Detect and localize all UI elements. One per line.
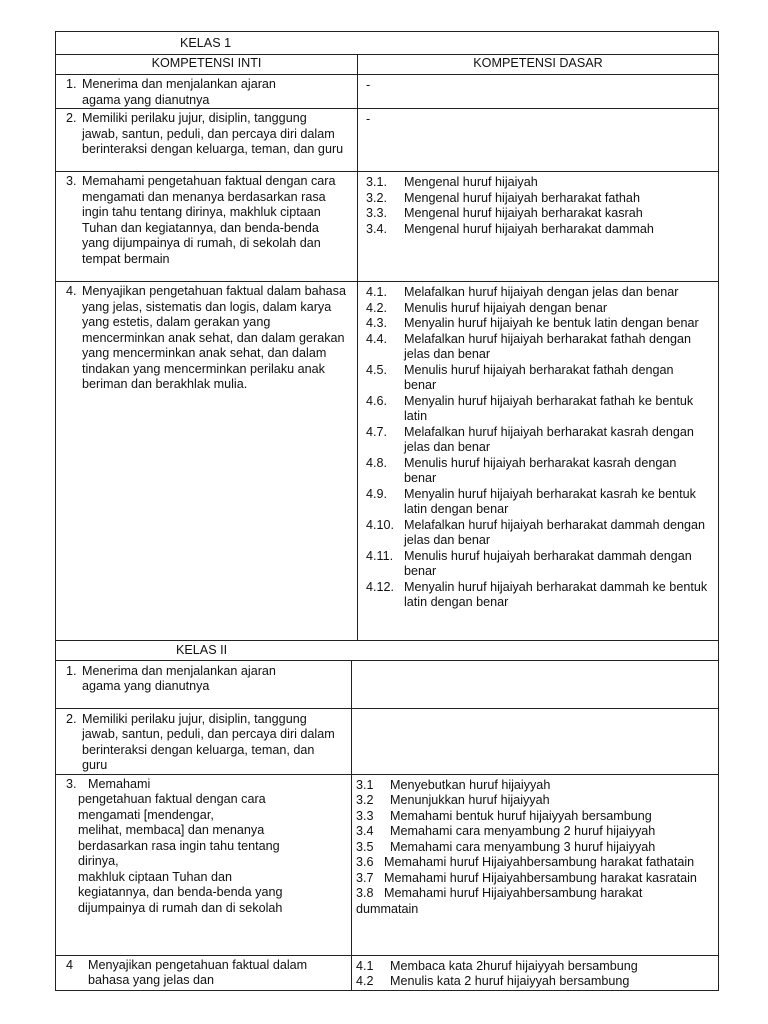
kd-dash: - xyxy=(366,112,371,126)
ki-number: 4 xyxy=(66,957,74,972)
kd-item: 4.1 Membaca kata 2huruf hijaiyyah bersambung xyxy=(356,958,638,973)
kd-item: 4.6. Menyalin huruf hijaiyah berharakat fathah ke bentuk latin xyxy=(366,393,694,423)
ki-text-continued: pengetahuan faktual dengan cara mengamati [mendengar, melihat, membaca] dan menanya berdasarkan rasa ingin tahu tentang dirinya, makhluk ciptaan Tuhan dan kegiatannya, dan benda-benda yang dijumpainya di rumah dan di sekolah xyxy=(78,792,283,915)
kd-item: 4.2 Menulis kata 2 huruf hijaiyyah bersambung xyxy=(356,974,630,988)
kd-item: 3.5 Memahami cara menyambung 3 huruf hijaiyyah xyxy=(356,839,656,854)
header-kompetensi-dasar: KOMPETENSI DASAR xyxy=(358,55,719,75)
table-row xyxy=(56,75,719,109)
ki-text: Menerima dan menjalankan ajaran agama yang dianutnya xyxy=(82,77,276,107)
ki-number: 1. xyxy=(66,77,77,91)
kelas-1-title: KELAS 1 xyxy=(56,32,719,55)
kd-item: 4.2. Menulis huruf hijaiyah dengan benar xyxy=(366,300,608,315)
kd-dash: - xyxy=(366,78,371,92)
kd-item: 4.12. Menyalin huruf hijaiyah berharakat dammah ke bentuk latin dengan benar xyxy=(366,579,708,609)
kd-item: 4.4. Melafalkan huruf hijaiyah berharakat fathah dengan jelas dan benar xyxy=(366,331,692,361)
ki-number: 3. xyxy=(66,174,77,188)
competency-table-kelas-1 xyxy=(55,31,719,641)
ki-number: 4. xyxy=(66,284,77,298)
kelas-2-title: KELAS II xyxy=(56,641,719,661)
ki-number: 2. xyxy=(66,711,77,726)
kd-item: 3.4 Memahami cara menyambung 2 huruf hijaiyyah xyxy=(356,824,656,838)
kd-item: 4.1. Melafalkan huruf hijaiyah dengan jelas dan benar xyxy=(366,285,679,299)
kd-item: 3.4. Mengenal huruf hijaiyah berharakat dammah xyxy=(366,221,654,236)
ki-text: Memiliki perilaku jujur, disiplin, tanggung jawab, santun, peduli, dan percaya diri dalam berinteraksi dengan keluarga, teman, dan guru xyxy=(82,111,344,156)
kd-item: 4.10. Melafalkan huruf hijaiyah berharakat dammah dengan jelas dan benar xyxy=(366,517,706,547)
ki-text: Menyajikan pengetahuan faktual dalam bahasa yang jelas dan xyxy=(88,957,308,987)
header-kompetensi-inti: KOMPETENSI INTI xyxy=(56,55,358,75)
kd-item: 4.3. Menyalin huruf hijaiyah ke bentuk latin dengan benar xyxy=(366,316,699,330)
ki-number: 1. xyxy=(66,663,77,678)
kd-item: 4.9. Menyalin huruf hijaiyah berharakat kasrah ke bentuk latin dengan benar xyxy=(366,486,696,516)
kd-item: 3.1. Mengenal huruf hijaiyah xyxy=(366,175,538,189)
ki-text: Memahami xyxy=(88,776,151,791)
kd-item: 3.3. Mengenal huruf hijaiyah berharakat kasrah xyxy=(366,206,643,220)
kd-item: 3.2. Mengenal huruf hijaiyah berharakat fathah xyxy=(366,190,640,205)
kd-item: 4.8. Menulis huruf hijaiyah berharakat kasrah dengan benar xyxy=(366,455,677,485)
kd-item: 4.7. Melafalkan huruf hijaiyah berharakat kasrah dengan jelas dan benar xyxy=(366,424,694,454)
kd-item: 3.3 Memahami bentuk huruf hijaiyyah bersambung xyxy=(356,808,652,823)
ki-text: Menerima dan menjalankan ajaran agama yang dianutnya xyxy=(82,663,276,693)
kd-item: 4.5. Menulis huruf hijaiyah berharakat fathah dengan benar xyxy=(366,362,674,392)
table-row xyxy=(56,282,719,641)
kd-item: 4.11. Menulis huruf hujaiyah berharakat dammah dengan benar xyxy=(366,548,692,578)
kd-item: 3.1 Menyebutkan huruf hijaiyyah xyxy=(356,777,551,792)
kd-item: 3.2 Menunjukkan huruf hijaiyyah xyxy=(356,793,550,807)
table-row xyxy=(56,955,719,990)
ki-text: Menyajikan pengetahuan faktual dalam bahasa yang jelas, sistematis dan logis, dalam karya yang estetis, dalam gerakan yang mencerminkan anak sehat, dan dalam gerakan yang mencerminkan anak sehat, dan dalam tindakan yang mencerminkan perilaku anak beriman dan berakhlak mulia. xyxy=(82,284,346,391)
ki-number: 2. xyxy=(66,111,77,125)
competency-table-kelas-2 xyxy=(55,640,719,991)
ki-text: Memahami pengetahuan faktual dengan cara mengamati dan menanya berdasarkan rasa ingin tahu tentang dirinya, makhluk ciptaan Tuhan dan kegiatannya, dan benda-benda yang dijumpainya di rumah, di sekolah dan tempat bermain xyxy=(82,174,336,266)
kd-item: 3.8 Memahami huruf Hijaiyahbersambung harakat dummatain xyxy=(356,886,643,916)
table-row xyxy=(56,708,719,774)
table-row xyxy=(56,660,719,708)
document-page xyxy=(55,31,718,991)
table-row xyxy=(56,774,719,955)
ki-text: Memiliki perilaku jujur, disiplin, tanggung jawab, santun, peduli, dan percaya diri dalam berinteraksi dengan keluarga, teman, dan guru xyxy=(82,711,335,772)
kd-item: 3.6 Memahami huruf Hijaiyahbersambung harakat fathatain xyxy=(356,855,695,869)
table-row xyxy=(56,109,719,172)
kd-item: 3.7 Memahami huruf Hijaiyahbersambung harakat kasratain xyxy=(356,870,697,885)
ki-number: 3. xyxy=(66,776,77,791)
table-row xyxy=(56,172,719,282)
